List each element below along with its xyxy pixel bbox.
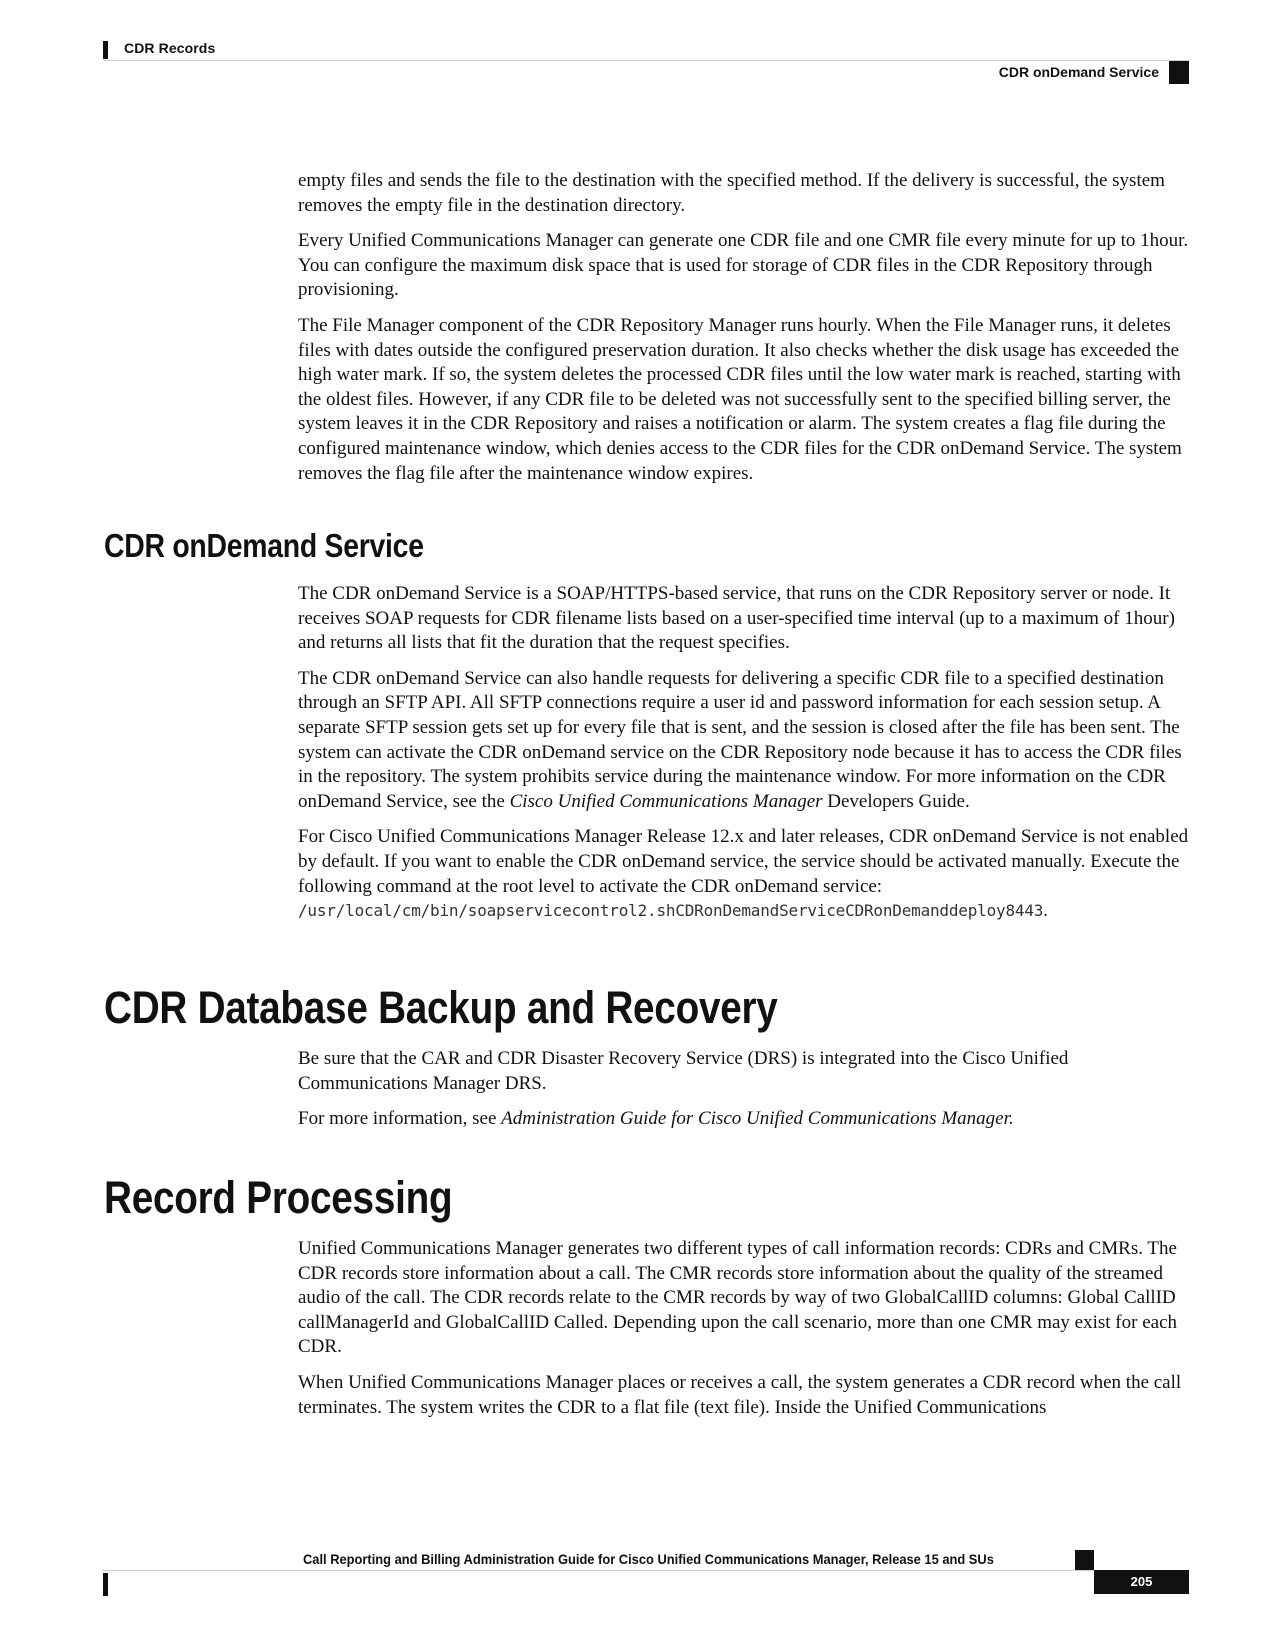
- intro-section: [298, 169, 1193, 497]
- header-rule: [103, 60, 1189, 61]
- command-period: .: [1043, 900, 1048, 922]
- footer-square: [1075, 1550, 1094, 1570]
- ondemand-section: [298, 582, 1193, 935]
- ondemand-paragraph-2: [298, 667, 1193, 815]
- backup-paragraph-2: [298, 1107, 1193, 1132]
- page-number: 205: [1094, 1570, 1189, 1594]
- activation-command: /usr/local/cm/bin/soapservicecontrol2.shCDRonDemandServiceCDRonDemanddeploy8443: [298, 901, 1044, 921]
- ondemand-p2-book-title: Cisco Unified Communications Manager: [509, 790, 823, 812]
- ondemand-p2-text: The CDR onDemand Service can also handle requests for delivering a specific CDR file to a specified destination through an SFTP API. All SFTP connections require a user id and password information for each session setup. A separate SFTP session gets set up for every file that is sent, and the session is closed after the file has been sent. The system can activate the CDR onDemand service on the CDR Repository node because it has to access the CDR files in the repository. The system prohibits service during the maintenance window. For more information on the CDR onDemand Service, see the: [298, 667, 1182, 812]
- processing-paragraph-2: When Unified Communications Manager places or receives a call, the system generates a CDR record when the call terminates. The system writes the CDR to a flat file (text file). Inside the Unified Communications: [298, 1371, 1182, 1418]
- ondemand-paragraph-1: The CDR onDemand Service is a SOAP/HTTPS-based service, that runs on the CDR Repository server or node. It receives SOAP requests for CDR filename lists based on a user-specified time interval (up to a maximum of 1hour) and returns all lists that fit the duration that the request specifies.: [298, 583, 1175, 654]
- ondemand-paragraph-3: [298, 825, 1193, 923]
- intro-paragraph-1: empty files and sends the file to the destination with the specified method. If the delivery is successful, the system removes the empty file in the destination directory.: [298, 170, 1165, 216]
- running-header-section: CDR onDemand Service: [998, 64, 1159, 80]
- heading-record-processing: Record Processing: [104, 1172, 453, 1223]
- ondemand-p2-tail: Developers Guide.: [822, 790, 970, 812]
- heading-backup-recovery: CDR Database Backup and Recovery: [104, 982, 778, 1033]
- backup-paragraph-1: Be sure that the CAR and CDR Disaster Recovery Service (DRS) is integrated into the Cisco Unified Communications Manager DRS.: [298, 1048, 1069, 1094]
- backup-p2-text: For more information, see: [298, 1108, 502, 1130]
- ondemand-p3-text: For Cisco Unified Communications Manager Release 12.x and later releases, CDR onDemand Service is not enabled by default. If you want to enable the CDR onDemand service, the service should be activated manually. Execute the following command at the root level to activate the CDR onDemand service:: [298, 826, 1189, 897]
- header-left-bar: [103, 41, 108, 59]
- header-right-block: [1169, 61, 1189, 84]
- backup-p2-guide-title: Administration Guide for Cisco Unified Communications Manager.: [501, 1108, 1014, 1130]
- footer-rule: [103, 1570, 1189, 1571]
- processing-paragraph-1: Unified Communications Manager generates two different types of call information records: CDRs and CMRs. The CDR records store information about a call. The CMR records store information about the quality of the streamed audio of the call. The CDR records relate to the CMR records by way of two GlobalCallID columns: Global CallID callManagerId and GlobalCallID Called. Depending upon the call scenario, more than one CMR may exist for each CDR.: [298, 1238, 1178, 1358]
- running-header-chapter: CDR Records: [124, 40, 216, 56]
- processing-section: [298, 1237, 1193, 1431]
- footer-guide-title: Call Reporting and Billing Administration Guide for Cisco Unified Communications Manager, Release 15 and SUs: [303, 1551, 994, 1567]
- intro-paragraph-3: The File Manager component of the CDR Repository Manager runs hourly. When the File Manager runs, it deletes files with dates outside the configured preservation duration. It also checks whether the disk usage has exceeded the high water mark. If so, the system deletes the processed CDR files until the low water mark is reached, starting with the oldest files. However, if any CDR file to be deleted was not successfully sent to the specified billing server, the system leaves it in the CDR Repository and raises a notification or alarm. The system creates a flag file during the configured maintenance window, which denies access to the CDR files for the CDR onDemand Service. The system removes the flag file after the maintenance window expires.: [298, 314, 1182, 484]
- intro-paragraph-2: Every Unified Communications Manager can generate one CDR file and one CMR file every minute for up to 1hour. You can configure the maximum disk space that is used for storage of CDR files in the CDR Repository through provisioning.: [298, 230, 1189, 301]
- backup-section: [298, 1047, 1193, 1143]
- footer-left-bar: [103, 1573, 108, 1596]
- heading-cdr-ondemand-service: CDR onDemand Service: [104, 527, 424, 564]
